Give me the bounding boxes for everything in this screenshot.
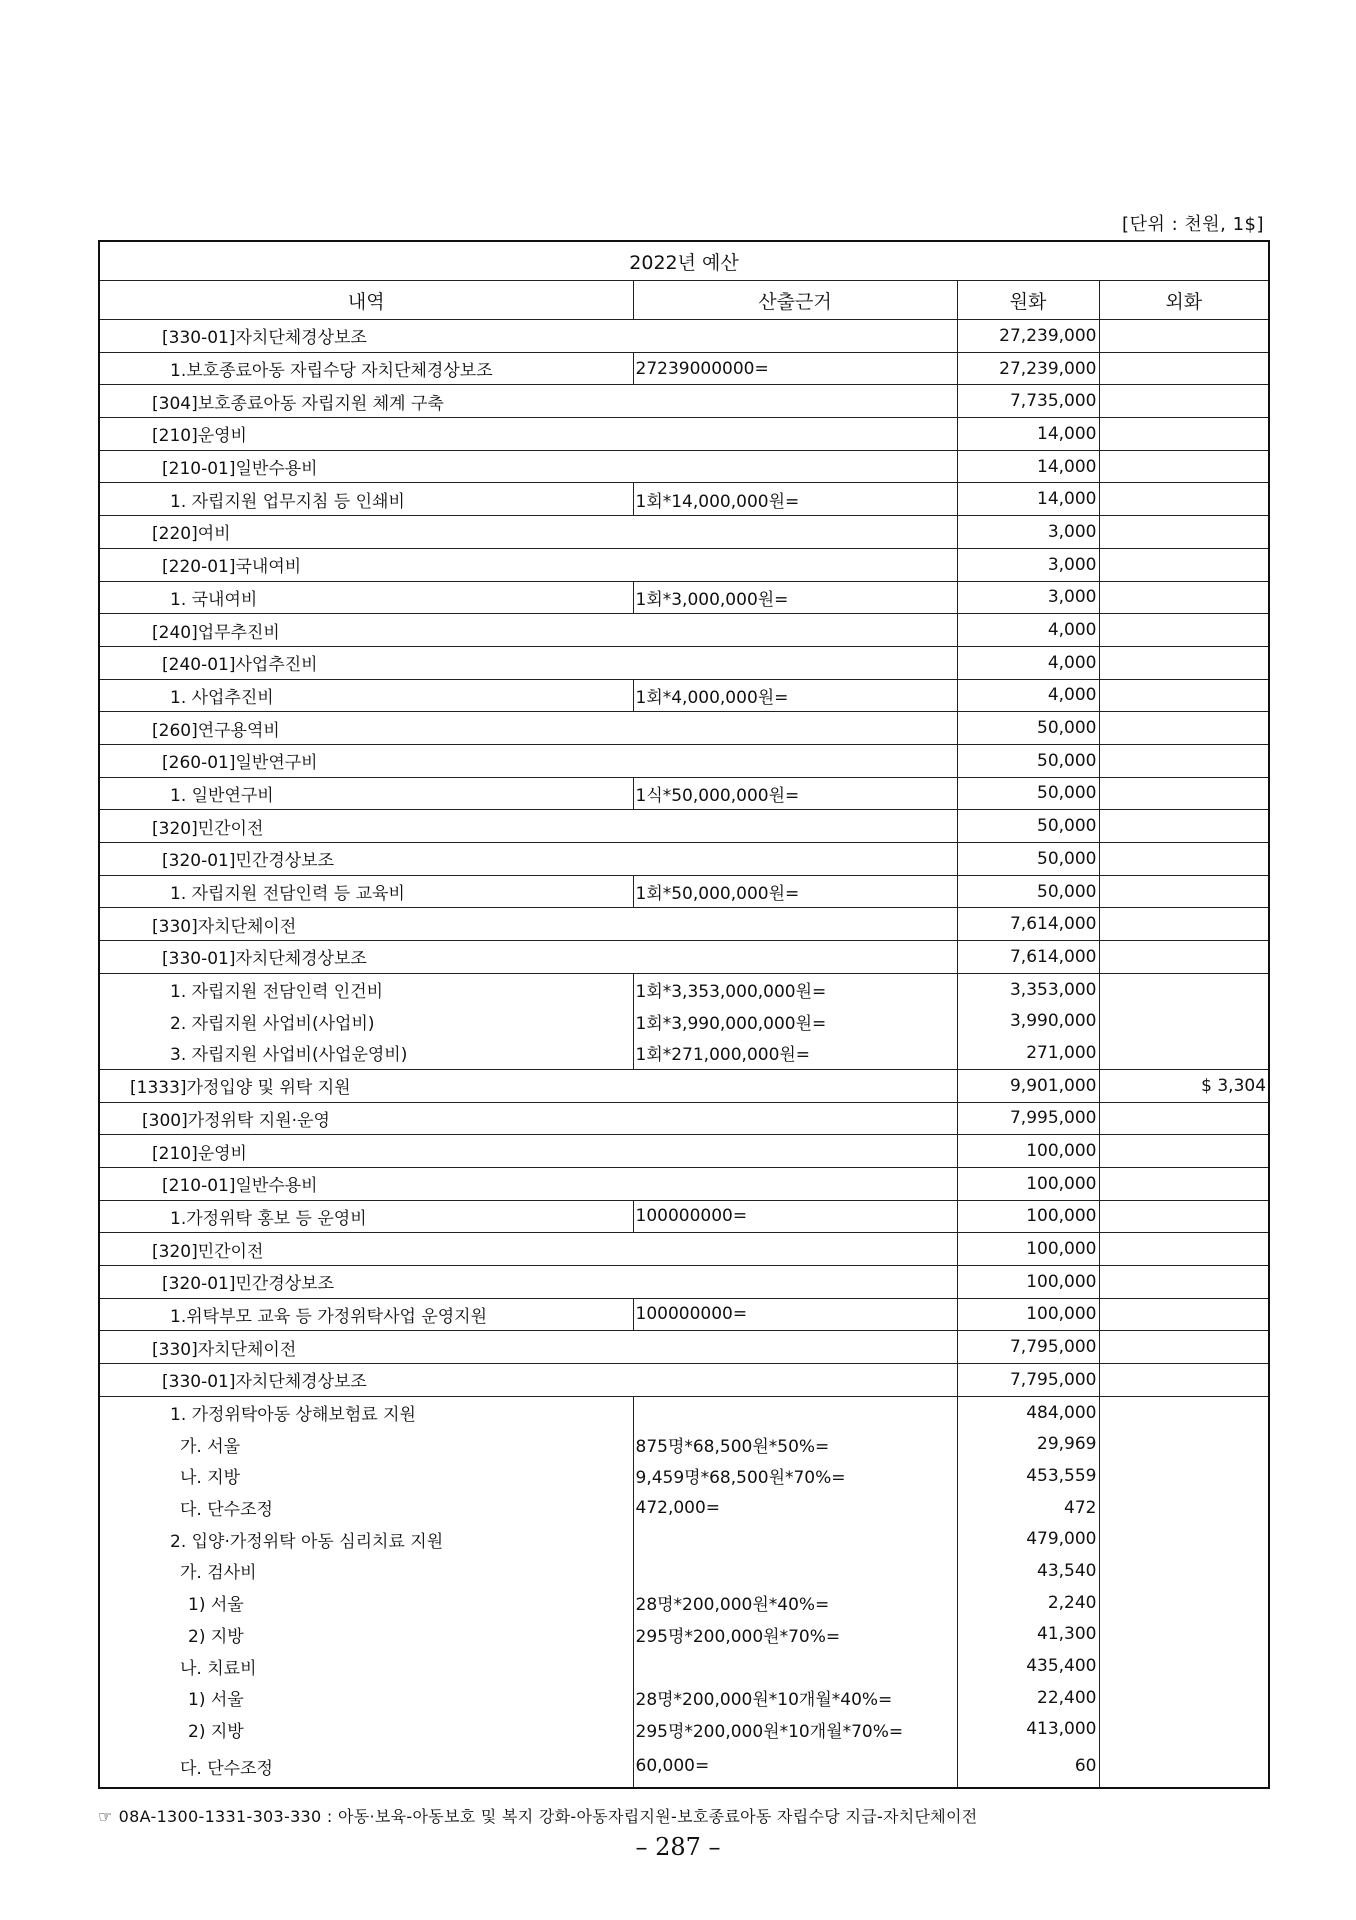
row-basis: 9,459명*68,500원*70%= [633, 1460, 957, 1492]
row-foreign-amount [1099, 1167, 1269, 1200]
row-krw-amount: 3,000 [957, 581, 1099, 614]
pointing-hand-icon: ☞ [98, 1807, 113, 1826]
row-krw-amount: 479,000 [957, 1523, 1099, 1555]
row-foreign-amount [1099, 1682, 1269, 1714]
row-krw-amount: 7,995,000 [957, 1102, 1099, 1135]
row-foreign-amount [1099, 973, 1269, 1005]
row-basis: 472,000= [633, 1492, 957, 1524]
row-foreign-amount [1099, 941, 1269, 974]
row-item: [210]운영비 [99, 1135, 957, 1168]
row-krw-amount: 3,000 [957, 548, 1099, 581]
table-row [99, 450, 1269, 483]
row-item: [1333]가정입양 및 위탁 지원 [99, 1069, 957, 1102]
footnote [98, 1804, 978, 1827]
row-foreign-amount: $ 3,304 [1099, 1069, 1269, 1102]
row-foreign-amount [1099, 548, 1269, 581]
row-krw-amount: 3,000 [957, 516, 1099, 549]
row-basis [633, 1650, 957, 1682]
table-row [99, 973, 1269, 1005]
row-foreign-amount [1099, 1555, 1269, 1587]
row-item: 2) 지방 [99, 1714, 633, 1746]
table-row [99, 1460, 1269, 1492]
table-row [99, 646, 1269, 679]
table-row [99, 1396, 1269, 1428]
row-foreign-amount [1099, 352, 1269, 385]
row-foreign-amount [1099, 1492, 1269, 1524]
row-item: [330-01]자치단체경상보조 [99, 1364, 957, 1397]
row-krw-amount: 14,000 [957, 483, 1099, 516]
row-krw-amount: 50,000 [957, 712, 1099, 745]
table-row [99, 1523, 1269, 1555]
row-krw-amount: 453,559 [957, 1460, 1099, 1492]
row-krw-amount: 27,239,000 [957, 352, 1099, 385]
unit-label: [단위 : 천원, 1$] [1122, 214, 1264, 235]
table-row [99, 1745, 1269, 1788]
row-foreign-amount [1099, 1102, 1269, 1135]
row-item: 다. 단수조정 [99, 1492, 633, 1524]
row-item: 2. 자립지원 사업비(사업비) [99, 1005, 633, 1037]
row-foreign-amount [1099, 810, 1269, 843]
row-foreign-amount [1099, 1364, 1269, 1397]
row-item: [210-01]일반수용비 [99, 450, 957, 483]
row-krw-amount: 9,901,000 [957, 1069, 1099, 1102]
table-row [99, 320, 1269, 353]
column-header-basis: 산출근거 [633, 281, 957, 320]
row-basis: 100000000= [633, 1298, 957, 1331]
row-item: 1. 자립지원 전담인력 인건비 [99, 973, 633, 1005]
row-krw-amount: 4,000 [957, 679, 1099, 712]
row-foreign-amount [1099, 744, 1269, 777]
row-foreign-amount [1099, 516, 1269, 549]
row-foreign-amount [1099, 1714, 1269, 1746]
row-foreign-amount [1099, 1005, 1269, 1037]
row-krw-amount: 7,735,000 [957, 385, 1099, 418]
row-basis: 60,000= [633, 1745, 957, 1788]
row-krw-amount: 29,969 [957, 1428, 1099, 1460]
table-row [99, 581, 1269, 614]
row-krw-amount: 50,000 [957, 810, 1099, 843]
budget-table [98, 240, 1270, 1789]
row-item: [330-01]자치단체경상보조 [99, 941, 957, 974]
row-foreign-amount [1099, 581, 1269, 614]
row-krw-amount: 22,400 [957, 1682, 1099, 1714]
row-item: 1.보호종료아동 자립수당 자치단체경상보조 [99, 352, 633, 385]
row-basis: 1회*271,000,000원= [633, 1037, 957, 1069]
table-row [99, 1714, 1269, 1746]
footnote-text: 08A-1300-1331-303-330 : 아동·보육-아동보호 및 복지 강화-아동자립지원-보호종료아동 자립수당 지급-자치단체이전 [118, 1807, 978, 1826]
table-row [99, 1619, 1269, 1651]
table-row [99, 1233, 1269, 1266]
page-number: – 287 – [635, 1833, 721, 1861]
row-item: [210]운영비 [99, 418, 957, 451]
row-krw-amount: 14,000 [957, 418, 1099, 451]
table-row [99, 352, 1269, 385]
table-row [99, 1555, 1269, 1587]
row-item: 1. 일반연구비 [99, 777, 633, 810]
table-row [99, 418, 1269, 451]
row-basis: 295명*200,000원*70%= [633, 1619, 957, 1651]
row-foreign-amount [1099, 1396, 1269, 1428]
table-row [99, 1135, 1269, 1168]
row-item: 1. 가정위탁아동 상해보험료 지원 [99, 1396, 633, 1428]
row-foreign-amount [1099, 1650, 1269, 1682]
row-krw-amount: 14,000 [957, 450, 1099, 483]
row-krw-amount: 435,400 [957, 1650, 1099, 1682]
row-foreign-amount [1099, 1037, 1269, 1069]
row-krw-amount: 7,614,000 [957, 908, 1099, 941]
row-krw-amount: 100,000 [957, 1200, 1099, 1233]
table-title: 2022년 예산 [99, 241, 1269, 281]
row-basis: 875명*68,500원*50%= [633, 1428, 957, 1460]
row-item: [260-01]일반연구비 [99, 744, 957, 777]
row-krw-amount: 7,614,000 [957, 941, 1099, 974]
row-krw-amount: 50,000 [957, 875, 1099, 908]
row-item: 나. 지방 [99, 1460, 633, 1492]
table-row [99, 385, 1269, 418]
row-foreign-amount [1099, 1745, 1269, 1788]
row-foreign-amount [1099, 1523, 1269, 1555]
row-krw-amount: 60 [957, 1745, 1099, 1788]
row-krw-amount: 271,000 [957, 1037, 1099, 1069]
row-foreign-amount [1099, 875, 1269, 908]
table-row [99, 1265, 1269, 1298]
row-foreign-amount [1099, 483, 1269, 516]
row-krw-amount: 100,000 [957, 1265, 1099, 1298]
row-basis: 1식*50,000,000원= [633, 777, 957, 810]
table-row [99, 1200, 1269, 1233]
row-basis: 1회*3,353,000,000원= [633, 973, 957, 1005]
row-foreign-amount [1099, 679, 1269, 712]
row-item: [220-01]국내여비 [99, 548, 957, 581]
row-foreign-amount [1099, 777, 1269, 810]
table-row [99, 908, 1269, 941]
row-basis: 100000000= [633, 1200, 957, 1233]
row-basis [633, 1523, 957, 1555]
row-foreign-amount [1099, 908, 1269, 941]
table-row [99, 483, 1269, 516]
row-krw-amount: 4,000 [957, 646, 1099, 679]
row-item: 2. 입양·가정위탁 아동 심리치료 지원 [99, 1523, 633, 1555]
row-foreign-amount [1099, 1298, 1269, 1331]
table-row [99, 810, 1269, 843]
row-item: [330-01]자치단체경상보조 [99, 320, 957, 353]
row-foreign-amount [1099, 712, 1269, 745]
row-item: [320-01]민간경상보조 [99, 843, 957, 876]
table-row [99, 875, 1269, 908]
row-item: 1. 자립지원 업무지침 등 인쇄비 [99, 483, 633, 516]
column-header-foreign: 외화 [1099, 281, 1269, 320]
column-header-item: 내역 [99, 281, 633, 320]
row-basis: 1회*3,990,000,000원= [633, 1005, 957, 1037]
row-item: 1) 서울 [99, 1682, 633, 1714]
row-foreign-amount [1099, 1587, 1269, 1619]
row-item: 1) 서울 [99, 1587, 633, 1619]
row-item: [330]자치단체이전 [99, 1331, 957, 1364]
table-row [99, 1167, 1269, 1200]
row-foreign-amount [1099, 1200, 1269, 1233]
row-krw-amount: 7,795,000 [957, 1331, 1099, 1364]
row-item: 3. 자립지원 사업비(사업운영비) [99, 1037, 633, 1069]
row-basis [633, 1396, 957, 1428]
table-row [99, 548, 1269, 581]
row-item: 1.가정위탁 홍보 등 운영비 [99, 1200, 633, 1233]
row-krw-amount: 472 [957, 1492, 1099, 1524]
row-krw-amount: 4,000 [957, 614, 1099, 647]
row-item: [320]민간이전 [99, 810, 957, 843]
row-item: 1. 국내여비 [99, 581, 633, 614]
row-item: 1. 사업추진비 [99, 679, 633, 712]
table-row [99, 1650, 1269, 1682]
table-row [99, 941, 1269, 974]
row-krw-amount: 7,795,000 [957, 1364, 1099, 1397]
row-krw-amount: 50,000 [957, 777, 1099, 810]
row-krw-amount: 3,353,000 [957, 973, 1099, 1005]
row-item: 다. 단수조정 [99, 1745, 633, 1788]
table-body [99, 320, 1269, 1789]
row-foreign-amount [1099, 1331, 1269, 1364]
row-item: 2) 지방 [99, 1619, 633, 1651]
table-row [99, 1428, 1269, 1460]
row-krw-amount: 100,000 [957, 1298, 1099, 1331]
row-krw-amount: 50,000 [957, 843, 1099, 876]
table-row [99, 1587, 1269, 1619]
row-foreign-amount [1099, 1265, 1269, 1298]
table-row [99, 1298, 1269, 1331]
row-foreign-amount [1099, 1619, 1269, 1651]
table-row [99, 1005, 1269, 1037]
column-header-krw: 원화 [957, 281, 1099, 320]
table-row [99, 1037, 1269, 1069]
row-basis [633, 1555, 957, 1587]
table-row [99, 712, 1269, 745]
table-row [99, 1102, 1269, 1135]
row-item: 1.위탁부모 교육 등 가정위탁사업 운영지원 [99, 1298, 633, 1331]
row-foreign-amount [1099, 1135, 1269, 1168]
row-item: [210-01]일반수용비 [99, 1167, 957, 1200]
row-item: 가. 검사비 [99, 1555, 633, 1587]
row-item: [240-01]사업추진비 [99, 646, 957, 679]
row-basis: 1회*14,000,000원= [633, 483, 957, 516]
row-item: [304]보호종료아동 자립지원 체계 구축 [99, 385, 957, 418]
row-krw-amount: 100,000 [957, 1135, 1099, 1168]
row-foreign-amount [1099, 1233, 1269, 1266]
row-krw-amount: 50,000 [957, 744, 1099, 777]
row-foreign-amount [1099, 843, 1269, 876]
row-basis: 295명*200,000원*10개월*70%= [633, 1714, 957, 1746]
row-foreign-amount [1099, 646, 1269, 679]
row-item: 가. 서울 [99, 1428, 633, 1460]
table-row [99, 1682, 1269, 1714]
row-krw-amount: 27,239,000 [957, 320, 1099, 353]
row-basis: 1회*50,000,000원= [633, 875, 957, 908]
row-foreign-amount [1099, 450, 1269, 483]
row-basis: 27239000000= [633, 352, 957, 385]
row-foreign-amount [1099, 418, 1269, 451]
table-row [99, 516, 1269, 549]
row-basis: 1회*4,000,000원= [633, 679, 957, 712]
row-item: [300]가정위탁 지원·운영 [99, 1102, 957, 1135]
row-basis: 28명*200,000원*10개월*40%= [633, 1682, 957, 1714]
table-row [99, 1069, 1269, 1102]
table-row [99, 843, 1269, 876]
table-row [99, 614, 1269, 647]
row-foreign-amount [1099, 320, 1269, 353]
table-row [99, 679, 1269, 712]
row-krw-amount: 43,540 [957, 1555, 1099, 1587]
row-krw-amount: 100,000 [957, 1167, 1099, 1200]
row-krw-amount: 41,300 [957, 1619, 1099, 1651]
row-item: [330]자치단체이전 [99, 908, 957, 941]
table-row [99, 744, 1269, 777]
row-foreign-amount [1099, 1428, 1269, 1460]
table-row [99, 1492, 1269, 1524]
row-krw-amount: 3,990,000 [957, 1005, 1099, 1037]
row-basis: 1회*3,000,000원= [633, 581, 957, 614]
row-basis: 28명*200,000원*40%= [633, 1587, 957, 1619]
row-foreign-amount [1099, 614, 1269, 647]
table-row [99, 777, 1269, 810]
row-krw-amount: 100,000 [957, 1233, 1099, 1266]
table-row [99, 1331, 1269, 1364]
table-row [99, 1364, 1269, 1397]
row-foreign-amount [1099, 385, 1269, 418]
row-krw-amount: 2,240 [957, 1587, 1099, 1619]
row-item: [320]민간이전 [99, 1233, 957, 1266]
row-item: [320-01]민간경상보조 [99, 1265, 957, 1298]
row-foreign-amount [1099, 1460, 1269, 1492]
row-krw-amount: 484,000 [957, 1396, 1099, 1428]
row-item: [240]업무추진비 [99, 614, 957, 647]
row-item: [260]연구용역비 [99, 712, 957, 745]
row-item: 1. 자립지원 전담인력 등 교육비 [99, 875, 633, 908]
row-krw-amount: 413,000 [957, 1714, 1099, 1746]
row-item: 나. 치료비 [99, 1650, 633, 1682]
row-item: [220]여비 [99, 516, 957, 549]
